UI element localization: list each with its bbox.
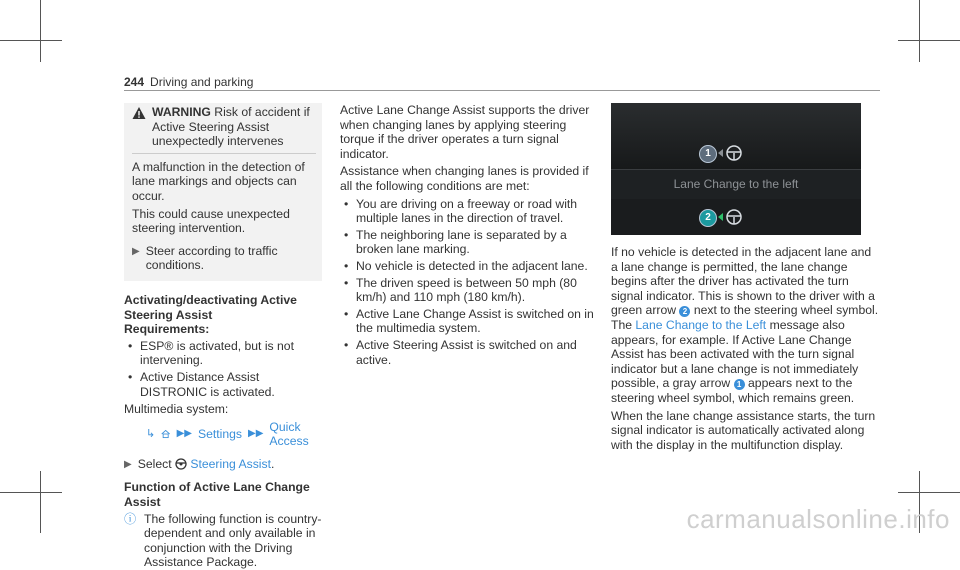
warning-box [124,103,322,281]
select-suffix: . [270,456,275,471]
lane-change-message: Lane Change to the left [673,177,799,191]
info-icon: ⓘ [124,511,137,526]
list-item: • The driven speed is between 50 mph (80 km/h) and 110 mph (180 km/h). [340,276,602,305]
warning-text: A malfunction in the detection of lane markings and objects can occur. [132,159,305,203]
menu-path [146,420,322,449]
warning-step-text: Steer according to traffic conditions. [145,243,278,273]
warning-step [132,244,316,273]
multifunction-display-image [611,103,861,235]
steering-wheel-green-arrow-icon [717,207,745,227]
page-header [124,75,253,90]
select-step [124,457,322,473]
callout-badge-2: 2 [699,209,717,227]
info-note [124,512,322,570]
select-step-text [138,457,275,473]
lane-change-link[interactable]: Lane Change to the Left [635,317,767,332]
page-number: 244 [124,75,145,89]
crop-mark [40,0,41,62]
crop-mark [40,471,41,533]
conditions-list [340,197,602,368]
activation-heading: Activating/deactivating Active Steering Assist [124,292,297,322]
function-heading: Function of Active Lane Change Assist [124,480,310,510]
column-middle [340,103,602,370]
steering-assist-link[interactable]: Steering Assist [190,456,271,471]
list-item: • Active Steering Assist is switched on and active. [340,338,602,367]
warning-triangle-icon [132,106,146,120]
desc-text: message also appears, for example. If Active Lane Change Assist has been activated with the turn signal indicator but a lane change is not immediately possible, a gray arrow [611,317,859,391]
crop-mark [898,492,960,493]
callout-badge-1: 1 [699,145,717,163]
warning-title: Risk of accident if Active Steering Assist unexpectedly intervenes [152,105,310,149]
requirements-heading: Requirements: [124,322,210,337]
desc-text: If no vehicle is detected in the adjacent lane and a lane change is permitted, the lane change begins after the driver has activated the turn signal indicator. This is shown to the driver with a green arrow [611,245,875,318]
warning-label: WARNING [152,105,211,119]
warning-text: This could cause unexpected steering intervention. [132,206,290,236]
warning-header [132,105,316,149]
callout-2-icon: 2 [679,306,690,317]
turn-signal-paragraph: When the lane change assistance starts, the turn signal indicator is automatically activated along with the display in the multifunction display. [611,408,876,452]
list-item: • ESP® is activated, but is not intervening. [124,339,322,368]
header-rule [124,90,880,91]
chevron-right-icon: ▶▶ [176,427,192,439]
warning-heading [152,105,316,149]
step-arrow-icon: ▶ [132,245,140,257]
multimedia-label: Multimedia system: [124,402,229,417]
warning-divider [132,153,316,154]
info-text: The following function is country-dependent and only available in conjunction with the Driving Assistance Package. [144,511,322,570]
home-icon [161,428,170,440]
chevron-right-icon: ▶▶ [248,427,264,439]
list-item: • No vehicle is detected in the adjacent lane. [340,259,602,274]
crop-mark [898,40,960,41]
column-left [124,103,322,570]
crop-mark [919,0,920,62]
requirements-list [124,339,322,399]
list-item: • You are driving on a freeway or road with multiple lanes in the direction of travel. [340,197,602,226]
step-arrow-icon: ▶ [124,458,132,470]
callout-1-icon: 1 [734,379,745,390]
list-item: • Active Lane Change Assist is switched on in the multimedia system. [340,307,602,336]
conditions-paragraph: Assistance when changing lanes is provided if all the following conditions are met: [340,164,589,193]
path-arrow-icon: ↳ [146,427,156,440]
section-title: Driving and parking [150,75,254,89]
list-item: • The neighboring lane is separated by a broken lane marking. [340,228,602,257]
crop-mark [0,40,62,41]
intro-paragraph: Active Lane Change Assist supports the driver when changing lanes by applying steering torque if the driver operates a turn signal indicator. [340,103,590,161]
settings-link[interactable]: Settings [197,426,242,441]
crop-mark [0,492,62,493]
steering-wheel-icon [175,458,187,470]
list-item: • Active Distance Assist DISTRONIC is activated. [124,370,322,399]
description-paragraph [611,245,881,406]
desc-text: appears next to the steering wheel symbol, which remains green. [611,376,855,405]
quick-access-link[interactable]: Quick Access [269,419,309,449]
select-prefix: Select [137,456,172,471]
steering-wheel-gray-arrow-icon [717,143,745,163]
column-right [611,103,881,455]
watermark: carmanualsonline.info [686,504,950,535]
desc-text: next to the steering wheel symbol. The [611,303,879,332]
